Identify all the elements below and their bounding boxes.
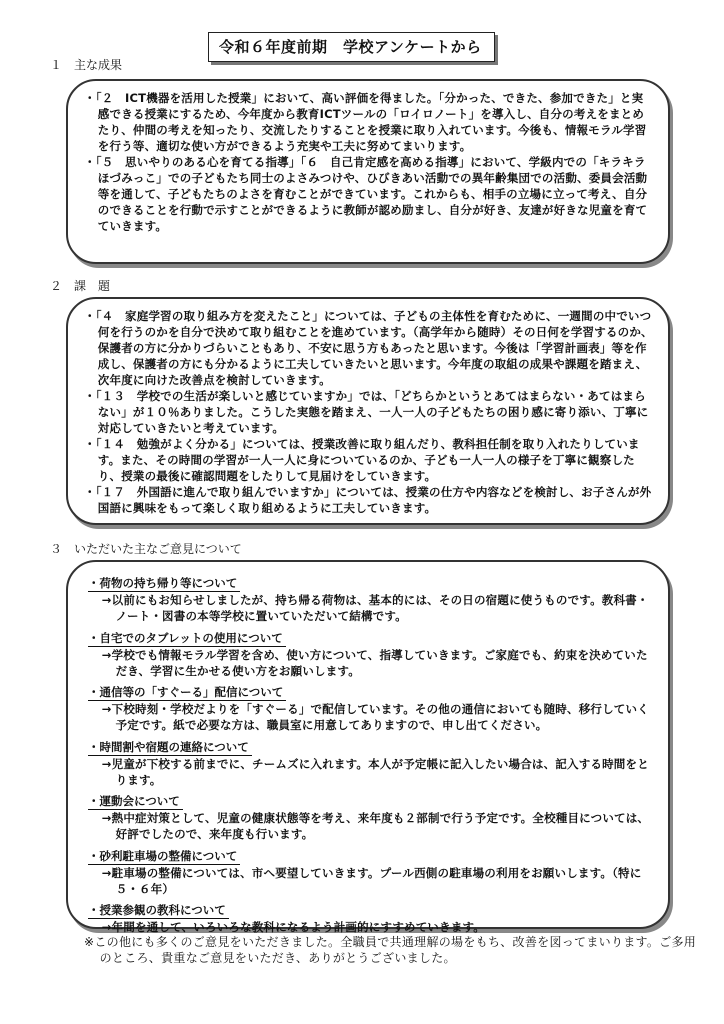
opinion-title: ・時間割や宿題の連絡について [88,739,252,756]
section-3-heading: ３ いただいた主なご意見について [50,542,242,556]
opinion-response: →下校時刻・学校だよりを「すぐーる」で配信しています。その他の通信においても随時、移行していく予定です。紙で必要な方は、職員室に用意してありますので、申し出てください。 [101,702,649,732]
opinion-response: →熱中症対策として、児童の健康状態等を考え、来年度も２部制で行う予定です。全校種目については、好評でしたので、来年度も行います。 [101,811,650,841]
issue-paragraph-3: ・「１４ 勉強がよく分かる」については、授業改善に取り組んだり、教科担任制を取り入れたりしています。また、その時間の学習が一人一人に身についているのか、子ども一人一人の様子を丁寧に観察したり、授業の最後に確認問題をしたりして見届けをしていきます。 [84,437,640,483]
achievement-paragraph-1: ・「２ ICT機器を活用した授業」において、高い評価を得ました。「分かった、できた、参加できた」と実感できる授業にするため、今年度から教育ICTツールの「ロイロノート」を導入し、自分の考えをまとめたり、仲間の考えを知ったり、交流したりすることを授業に取り入れています。今後も、情報モラル学習を行う等、適切な使い方ができるよう充実や工夫に努めてまいります。 [84,91,647,153]
opinion-title: ・運動会について [88,793,183,810]
closing-note: ※この他にも多くのご意見をいただきました。全職員で共通理解の場をもち、改善を図ってまいります。ご多用のところ、貴重なご意見をいただき、ありがとうございました。 [84,935,697,965]
opinion-response: →児童が下校する前までに、チームズに入れます。本人が予定帳に記入したい場合は、記入する時間をとります。 [101,756,649,787]
opinion-item-parking [88,845,654,897]
section-2-box [66,297,670,525]
opinion-item-timetable [88,736,654,788]
opinion-response: →以前にもお知らせしましたが、持ち帰る荷物は、基本的には、その日の宿題に使うものです。教科書・ノート・図書の本等学校に置いていただいて結構です。 [101,593,649,623]
section-3-box [66,560,670,934]
opinion-item-luggage [88,572,654,624]
issue-paragraph-2: ・「１３ 学校での生活が楽しいと感じていますか」では、「どちらかというとあてはまらない・あてはまらない」が１０％ありました。こうした実態を踏まえ、一人一人の子どもたちの困り感に寄り添い、丁寧に対応していきたいと考えています。 [84,389,649,435]
opinion-title: ・通信等の「すぐーる」配信について [88,684,286,701]
issue-paragraph-1: ・「４ 家庭学習の取り組み方を変えたこと」については、子どもの主体性を育むために、一週間の中でいつ何を行うのかを自分で決めて取り組むことを進めています。（高学年から随時）その日何を学習するのか、保護者の方に分かりづらいこともあり、不安に思う方もあったと思います。今後は「学習計画表」等を作成し、保護者の方にも分かるように工夫していきたいと思います。今年度の取組の成果や課題を踏まえ、次年度に向けた改善点を検討していきます。 [84,309,653,387]
opinion-item-sugooru [88,681,654,733]
title-frame [208,32,495,62]
opinion-title: ・砂利駐車場の整備について [88,848,240,865]
page-title: 令和６年度前期 学校アンケートから [208,32,495,62]
opinion-title: ・授業参観の教科について [88,902,229,919]
opinion-response: →学校でも情報モラル学習を含め、使い方について、指導していきます。ご家庭でも、約束を決めていただき、学習に生かせる使い方をお願いします。 [101,647,648,678]
issue-paragraph-4: ・「１７ 外国語に進んで取り組んでいますか」については、授業の仕方や内容などを検討し、お子さんが外国語に興味をもって楽しく取り組めるように工夫していきます。 [84,485,652,515]
opinion-title: ・荷物の持ち帰り等について [88,575,240,592]
section-2-heading: ２ 課 題 [50,279,111,293]
section-1-box [66,79,670,264]
opinion-response: →年間を通して、いろいろな教科になるよう計画的にすすめていきます。 [101,920,485,934]
opinion-response: →駐車場の整備については、市へ要望していきます。プール西側の駐車場の利用をお願いします。（特に５・６年） [101,865,642,896]
opinion-item-tablet [88,627,654,679]
opinion-title: ・自宅でのタブレットの使用について [88,630,286,647]
opinion-item-sports-day [88,790,654,842]
opinion-item-open-class [88,899,654,935]
section-1-heading: １ 主な成果 [50,58,123,72]
achievement-paragraph-2: ・「５ 思いやりのある心を育てる指導」「６ 自己肯定感を高める指導」において、学級内での「キラキラほづみっこ」での子どもたち同士のよさみつけや、ひびきあい活動での異年齢集団での活動、委員会活動等を通して、子どもたちのよさを育むことができています。これからも、相手の立場に立って考え、自分のできることを行動で示すことができるように教師が認め励まし、自分が好き、友達が好きな児童を育てていきます。 [84,155,648,233]
